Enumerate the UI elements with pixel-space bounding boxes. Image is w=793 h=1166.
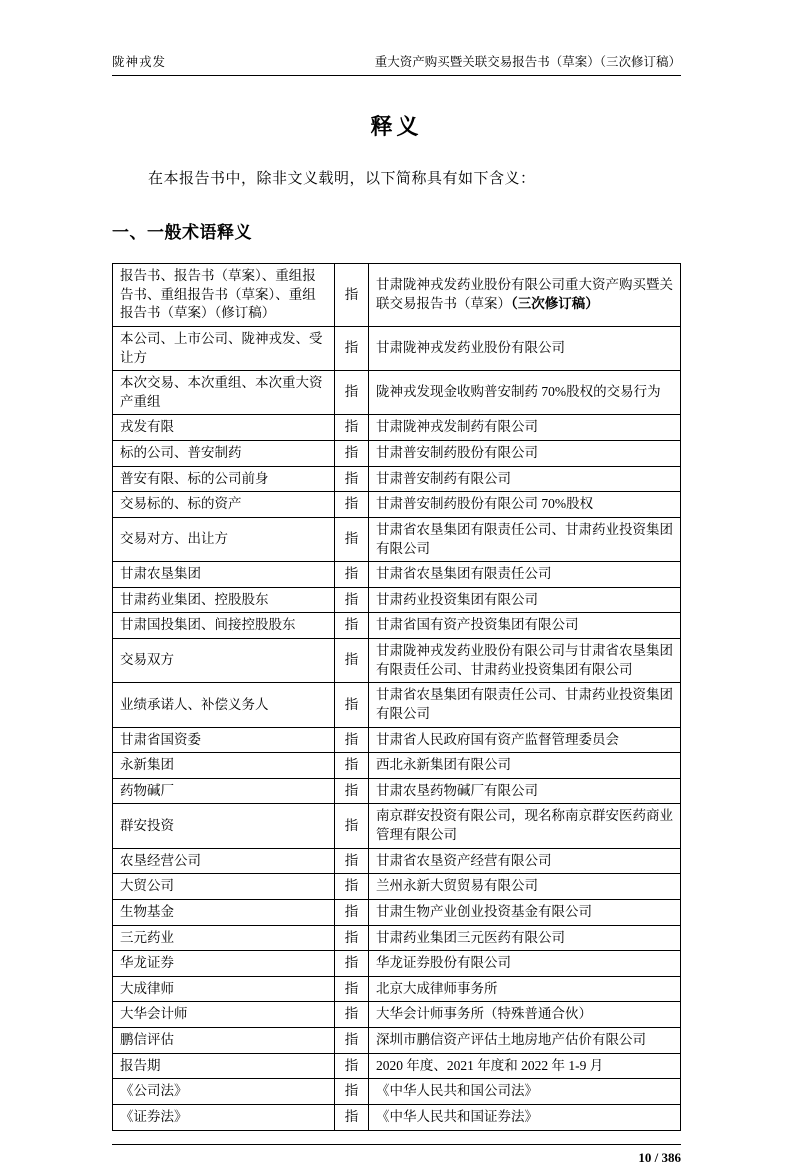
- zhi-cell: 指: [335, 683, 369, 727]
- term-cell: 甘肃药业集团、控股股东: [113, 587, 335, 613]
- definition-cell: 甘肃农垦药物碱厂有限公司: [369, 778, 681, 804]
- table-row: [113, 639, 681, 683]
- term-cell: 《公司法》: [113, 1079, 335, 1105]
- table-row: [113, 492, 681, 518]
- term-cell: 大成律师: [113, 976, 335, 1002]
- definition-cell: 甘肃普安制药股份有限公司 70%股权: [369, 492, 681, 518]
- table-row: [113, 517, 681, 561]
- header-right-title: 重大资产购买暨关联交易报告书（草案）（三次修订稿）: [374, 55, 681, 69]
- term-cell: 三元药业: [113, 925, 335, 951]
- term-cell: 甘肃农垦集团: [113, 562, 335, 588]
- term-cell: 《证券法》: [113, 1104, 335, 1130]
- zhi-cell: 指: [335, 492, 369, 518]
- table-row: [113, 753, 681, 779]
- term-cell: 大华会计师: [113, 1002, 335, 1028]
- table-row: [113, 562, 681, 588]
- table-row: [113, 804, 681, 848]
- table-row: [113, 371, 681, 415]
- page-number: 10 / 386: [638, 1149, 681, 1165]
- table-row: [113, 613, 681, 639]
- page-header: [112, 52, 681, 76]
- definition-cell: 甘肃陇神戎发药业股份有限公司与甘肃省农垦集团有限责任公司、甘肃药业投资集团有限公司: [369, 639, 681, 683]
- zhi-cell: 指: [335, 753, 369, 779]
- zhi-cell: 指: [335, 899, 369, 925]
- definition-cell: 华龙证券股份有限公司: [369, 951, 681, 977]
- zhi-cell: 指: [335, 951, 369, 977]
- table-row: [113, 264, 681, 327]
- term-cell: 鹏信评估: [113, 1028, 335, 1054]
- zhi-cell: 指: [335, 1079, 369, 1105]
- definition-cell: 甘肃省农垦集团有限责任公司: [369, 562, 681, 588]
- table-row: [113, 976, 681, 1002]
- zhi-cell: 指: [335, 1053, 369, 1079]
- term-cell: 大贸公司: [113, 874, 335, 900]
- definition-cell: 大华会计师事务所（特殊普通合伙）: [369, 1002, 681, 1028]
- zhi-cell: 指: [335, 925, 369, 951]
- zhi-cell: 指: [335, 1028, 369, 1054]
- term-cell: 报告期: [113, 1053, 335, 1079]
- definition-bold-text: （三次修订稿）: [511, 295, 599, 311]
- term-cell: 群安投资: [113, 804, 335, 848]
- term-cell: 生物基金: [113, 899, 335, 925]
- definition-cell: 甘肃生物产业创业投资基金有限公司: [369, 899, 681, 925]
- zhi-cell: 指: [335, 613, 369, 639]
- zhi-cell: 指: [335, 848, 369, 874]
- table-row: [113, 683, 681, 727]
- definition-cell: 甘肃省国有资产投资集团有限公司: [369, 613, 681, 639]
- header-left-title: 陇神戎发: [112, 55, 167, 69]
- section-heading: 一、一般术语释义: [112, 223, 252, 242]
- zhi-cell: 指: [335, 264, 369, 327]
- page-footer: [112, 1144, 681, 1166]
- term-cell: 华龙证券: [113, 951, 335, 977]
- table-row: [113, 1053, 681, 1079]
- term-cell: 本次交易、本次重组、本次重大资产重组: [113, 371, 335, 415]
- term-cell: 报告书、报告书（草案）、重组报告书、重组报告书（草案）、重组报告书（草案）（修订稿）: [113, 264, 335, 327]
- table-row: [113, 899, 681, 925]
- table-row: [113, 1079, 681, 1105]
- term-cell: 交易标的、标的资产: [113, 492, 335, 518]
- table-row: [113, 466, 681, 492]
- zhi-cell: 指: [335, 727, 369, 753]
- table-row: [113, 326, 681, 370]
- zhi-cell: 指: [335, 587, 369, 613]
- zhi-cell: 指: [335, 1104, 369, 1130]
- definition-cell: 甘肃普安制药股份有限公司: [369, 441, 681, 467]
- zhi-cell: 指: [335, 778, 369, 804]
- definition-cell: 甘肃省人民政府国有资产监督管理委员会: [369, 727, 681, 753]
- zhi-cell: 指: [335, 639, 369, 683]
- table-row: [113, 925, 681, 951]
- table-row: [113, 1028, 681, 1054]
- zhi-cell: 指: [335, 466, 369, 492]
- definition-cell: 北京大成律师事务所: [369, 976, 681, 1002]
- table-row: [113, 441, 681, 467]
- term-cell: 本公司、上市公司、陇神戎发、受让方: [113, 326, 335, 370]
- zhi-cell: 指: [335, 517, 369, 561]
- zhi-cell: 指: [335, 441, 369, 467]
- term-cell: 戎发有限: [113, 415, 335, 441]
- term-cell: 标的公司、普安制药: [113, 441, 335, 467]
- definition-cell: 深圳市鹏信资产评估土地房地产估价有限公司: [369, 1028, 681, 1054]
- definition-cell: 陇神戎发现金收购普安制药 70%股权的交易行为: [369, 371, 681, 415]
- definition-cell: 甘肃陇神戎发制药有限公司: [369, 415, 681, 441]
- definition-cell: 甘肃普安制药有限公司: [369, 466, 681, 492]
- definition-cell: 《中华人民共和国公司法》: [369, 1079, 681, 1105]
- definitions-table: [112, 263, 681, 1131]
- table-row: [113, 587, 681, 613]
- table-row: [113, 1104, 681, 1130]
- table-row: [113, 951, 681, 977]
- definition-cell: 南京群安投资有限公司，现名称南京群安医药商业管理有限公司: [369, 804, 681, 848]
- intro-paragraph: 在本报告书中，除非文义载明，以下简称具有如下含义：: [148, 171, 536, 187]
- zhi-cell: 指: [335, 874, 369, 900]
- term-cell: 农垦经营公司: [113, 848, 335, 874]
- term-cell: 永新集团: [113, 753, 335, 779]
- table-row: [113, 778, 681, 804]
- term-cell: 普安有限、标的公司前身: [113, 466, 335, 492]
- definition-cell: 甘肃药业投资集团有限公司: [369, 587, 681, 613]
- definition-cell: 甘肃省农垦资产经营有限公司: [369, 848, 681, 874]
- zhi-cell: 指: [335, 415, 369, 441]
- term-cell: 甘肃国投集团、间接控股股东: [113, 613, 335, 639]
- term-cell: 业绩承诺人、补偿义务人: [113, 683, 335, 727]
- definition-cell: 甘肃省农垦集团有限责任公司、甘肃药业投资集团有限公司: [369, 683, 681, 727]
- table-row: [113, 874, 681, 900]
- definition-cell: 2020 年度、2021 年度和 2022 年 1-9 月: [369, 1053, 681, 1079]
- zhi-cell: 指: [335, 326, 369, 370]
- term-cell: 交易双方: [113, 639, 335, 683]
- definition-cell: 甘肃陇神戎发药业股份有限公司: [369, 326, 681, 370]
- definition-cell: 甘肃陇神戎发药业股份有限公司重大资产购买暨关联交易报告书（草案）（三次修订稿）: [369, 264, 681, 327]
- definition-cell: 甘肃省农垦集团有限责任公司、甘肃药业投资集团有限公司: [369, 517, 681, 561]
- definition-cell: 甘肃药业集团三元医药有限公司: [369, 925, 681, 951]
- term-cell: 甘肃省国资委: [113, 727, 335, 753]
- zhi-cell: 指: [335, 1002, 369, 1028]
- table-row: [113, 848, 681, 874]
- zhi-cell: 指: [335, 562, 369, 588]
- table-row: [113, 727, 681, 753]
- definition-cell: 兰州永新大贸贸易有限公司: [369, 874, 681, 900]
- page-title: 释义: [370, 114, 423, 139]
- zhi-cell: 指: [335, 804, 369, 848]
- term-cell: 交易对方、出让方: [113, 517, 335, 561]
- definition-cell: 《中华人民共和国证券法》: [369, 1104, 681, 1130]
- table-row: [113, 415, 681, 441]
- term-cell: 药物碱厂: [113, 778, 335, 804]
- zhi-cell: 指: [335, 976, 369, 1002]
- table-row: [113, 1002, 681, 1028]
- definitions-table-body: [113, 264, 681, 1131]
- zhi-cell: 指: [335, 371, 369, 415]
- definition-cell: 西北永新集团有限公司: [369, 753, 681, 779]
